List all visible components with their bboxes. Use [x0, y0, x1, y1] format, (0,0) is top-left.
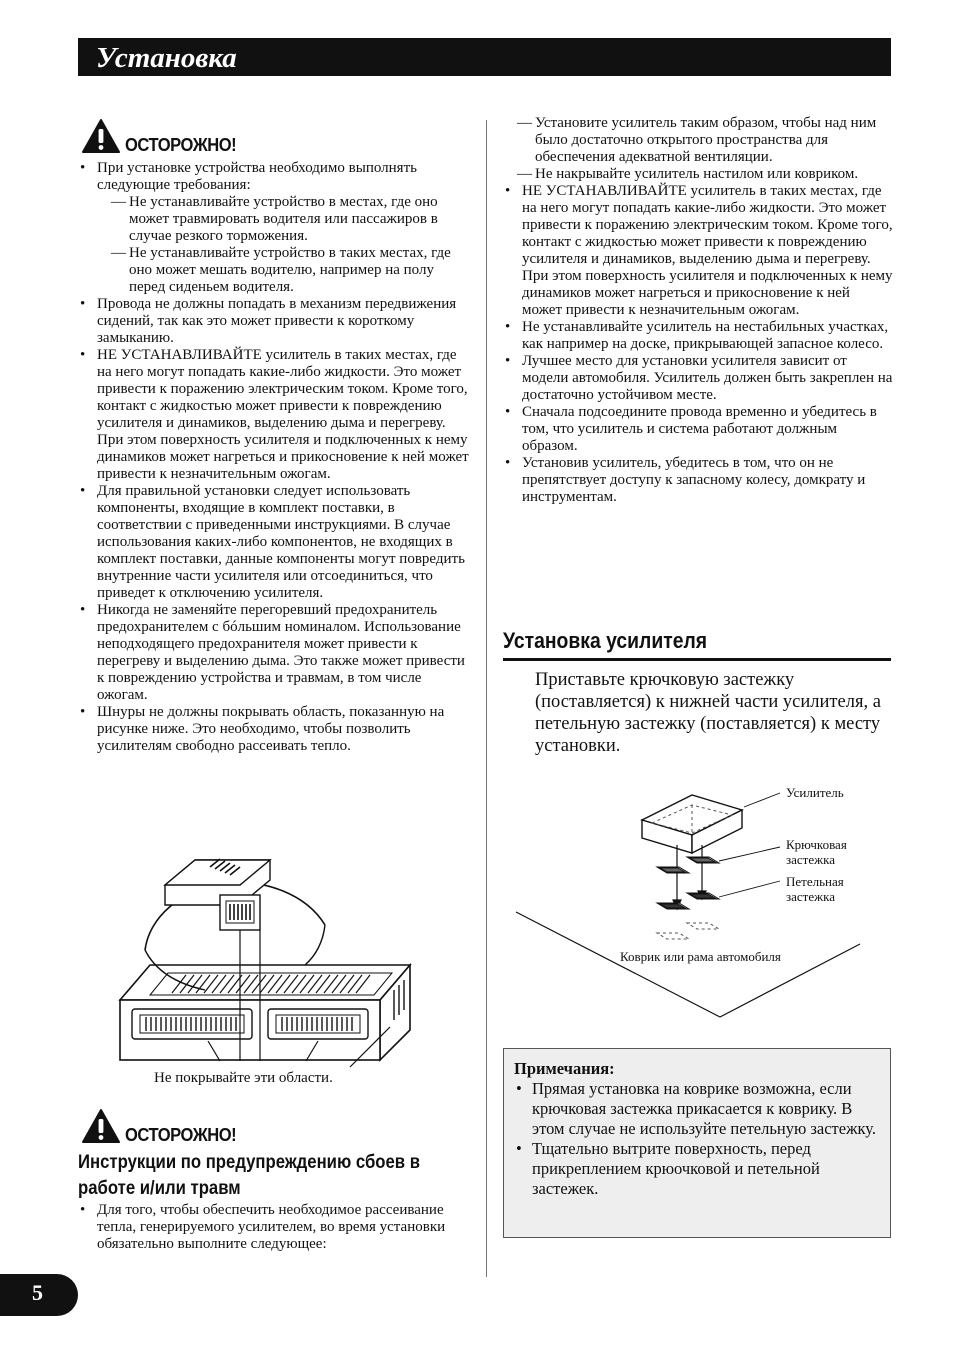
installation-diagram: [512, 785, 872, 1030]
label-hook-1: Крючковая: [786, 837, 847, 852]
list-item: — Не накрывайте усилитель настилом или ковриком.: [517, 166, 893, 183]
column-divider: [486, 120, 487, 1277]
caution-label: ОСТОРОЖНО!: [125, 135, 237, 155]
list-item: • НЕ УСТАНАВЛИВАЙТЕ усилитель в таких местах, где на него могут попадать какие-либо жидкости. Это может привести к поражению электрическим током. Кроме того, контакт с жидкостью может привести к повреждению усилителя и динамиков, выделению дыма и перегреву. При этом поверхность усилителя и подключенных к нему динамиков может нагреться и прикосновение к ней может привести к незначительным ожогам.: [78, 347, 470, 483]
list-item: — Установите усилитель таким образом, чтобы над ним было достаточно открытого пространства для обеспечения адекватной вентиляции.: [517, 115, 893, 166]
list-item: • Шнуры не должны покрывать область, показанную на рисунке ниже. Это необходимо, чтобы позволить усилителям свободно рассеивать тепло.: [78, 704, 470, 755]
warning-icon: [81, 118, 121, 154]
install-section: [503, 628, 893, 757]
list-item: • Для правильной установки следует использовать компоненты, входящие в комплект поставки, в соответствии с приведенными инструкциями. В случае использования каких-либо компонентов, не входящих в комплект поставки, данные компоненты могут повредить внутренние части усилителя или отсоединиться, что приведет к отключению усилителя.: [78, 483, 470, 602]
list-item: • Лучшее место для установки усилителя зависит от модели автомобиля. Усилитель должен быть закреплен на достаточно устойчивом месте.: [503, 353, 893, 404]
section-title: Установка усилителя: [503, 628, 708, 653]
label-loop-2: застежка: [786, 889, 835, 904]
notes-list: [514, 1079, 880, 1199]
label-loop-1: Петельная: [786, 874, 844, 889]
list-item: — Не устанавливайте устройство в таких местах, где оно может мешать водителю, например на полу перед сиденьем водителя.: [111, 245, 470, 296]
page-title: Установка: [96, 42, 237, 74]
caution-subheading: Инструкции по предупреждению сбоев в работе и/или травм: [78, 1152, 421, 1199]
figure-caption: Не покрывайте эти области.: [154, 1070, 333, 1086]
caution-heading: [81, 118, 470, 154]
page-number-tab: [0, 1274, 78, 1316]
sub-list: [503, 115, 893, 183]
list-item: • При установке устройства необходимо выполнять следующие требования: — Не устанавливайте устройство в местах, где оно может травмировать водителя или пассажиров в случае резкого торможения. — Не устанавливайте устройство в таких местах, где оно может мешать водителю, например на полу перед сиденьем водителя.: [78, 160, 470, 296]
caution-heading: [81, 1108, 478, 1144]
label-hook-2: застежка: [786, 852, 835, 867]
amplifier-vent-figure: [110, 855, 420, 1075]
list-item: • Тщательно вытрите поверхность, перед прикреплением крюочковой и петельной застежек.: [514, 1139, 880, 1199]
notes-title: Примечания:: [514, 1059, 615, 1078]
caution-list: [503, 183, 893, 506]
list-item: • Установив усилитель, убедитесь в том, что он не препятствует доступу к запасному колесу, домкрату и инструментам.: [503, 455, 893, 506]
label-mat: Коврик или рама автомобиля: [620, 949, 781, 964]
section-divider: [503, 658, 891, 661]
notes-box: [503, 1048, 891, 1238]
left-column: [78, 118, 470, 755]
caution-list: [78, 160, 470, 755]
section-intro: Приставьте крючковую застежку (поставляется) к нижней части усилителя, а петельную застежку (поставляется) к месту установки.: [535, 670, 881, 756]
list-item: • Провода не должны попадать в механизм передвижения сидений, так как это может привести к короткому замыканию.: [78, 296, 470, 347]
label-amplifier: Усилитель: [786, 785, 844, 800]
list-item: • Для того, чтобы обеспечить необходимое рассеивание тепла, генерируемого усилителем, во время установки обязательно выполните следующее:: [78, 1202, 478, 1253]
caution2-section: [78, 1108, 478, 1253]
right-column: [503, 115, 893, 506]
warning-icon: [81, 1108, 121, 1144]
caution-label: ОСТОРОЖНО!: [125, 1125, 237, 1145]
sub-list: [97, 194, 470, 296]
list-item: — Не устанавливайте устройство в местах, где оно может травмировать водителя или пассажиров в случае резкого торможения.: [111, 194, 470, 245]
list-item: • Не устанавливайте усилитель на нестабильных участках, как например на доске, прикрывающей запасное колесо.: [503, 319, 893, 353]
caution2-list: [78, 1202, 478, 1253]
list-item: • НЕ УСТАНАВЛИВАЙТЕ усилитель в таких местах, где на него могут попадать какие-либо жидкости. Это может привести к поражению электрическим током. Кроме того, контакт с жидкостью может привести к повреждению усилителя и динамиков, выделению дыма и перегреву. При этом поверхность усилителя и подключенных к нему динамиков может нагреться и прикосновение к ней может привести к незначительным ожогам.: [503, 183, 893, 319]
list-item: • Прямая установка на коврике возможна, если крючковая застежка прикасается к коврику. В этом случае не используйте петельную застежку.: [514, 1079, 880, 1139]
header-bar: [78, 38, 891, 76]
list-item: • Никогда не заменяйте перегоревший предохранитель предохранителем с бóльшим номиналом. Использование неподходящего предохранителя может привести к перегреву и выделению дыма. Это также может привести к повреждению устройства и травмам, в том числе ожогам.: [78, 602, 470, 704]
page-number: 5: [32, 1280, 43, 1305]
list-item: • Сначала подсоедините провода временно и убедитесь в том, что усилитель и система работают должным образом.: [503, 404, 893, 455]
